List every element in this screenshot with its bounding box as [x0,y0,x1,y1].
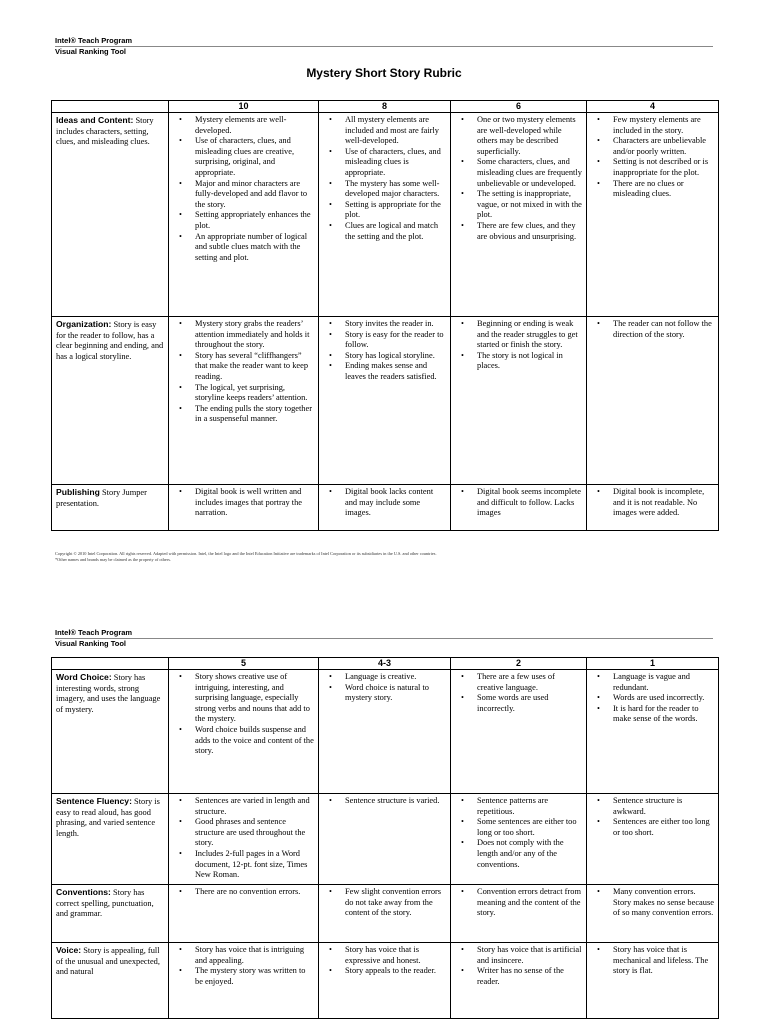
page-header [55,36,713,56]
score-cell [319,943,451,1019]
descriptor-list [455,672,582,714]
score-header: 2 [451,658,587,670]
descriptor-item: • Characters are unbelievable and/or poorly written. [613,136,714,157]
tool-name: Visual Ranking Tool [55,47,126,56]
criterion-cell [52,943,169,1019]
descriptor-item: • Setting is appropriate for the plot. [345,200,446,221]
criterion-description: Story is appealing, full of the unusual and unexpected, and natural [56,946,160,977]
descriptor-item: • Use of characters, clues, and misleading clues is appropriate. [345,147,446,179]
score-cell [169,943,319,1019]
score-cell [169,485,319,531]
descriptor-item: • Does not comply with the length and/or any of the conventions. [477,838,582,870]
score-cell [319,670,451,794]
criterion-cell [52,485,169,531]
descriptor-item: • Major and minor characters are fully-developed and add flavor to the story. [195,179,314,211]
criterion-cell [52,670,169,794]
descriptor-item: • Word choice builds suspense and adds to the voice and content of the story. [195,725,314,757]
criterion-cell [52,885,169,943]
score-cell [169,794,319,885]
descriptor-item: • The story is not logical in places. [477,351,582,372]
descriptor-item: • Convention errors detract from meaning and the content of the story. [477,887,582,919]
copyright-footer [55,551,715,562]
score-header: 4-3 [319,658,451,670]
score-cell [169,113,319,317]
descriptor-list [173,487,314,519]
criterion-title: Organization: [56,319,112,329]
descriptor-item: • Language is creative. [345,672,446,683]
descriptor-item: • All mystery elements are included and most are fairly well-developed. [345,115,446,147]
descriptor-item: • Setting is not described or is inappropriate for the plot. [613,157,714,178]
descriptor-item: • The mystery has some well-developed major characters. [345,179,446,200]
descriptor-item: • One or two mystery elements are well-developed while others may be described superficially. [477,115,582,157]
rubric-row [52,485,719,531]
descriptor-list [455,796,582,870]
descriptor-item: • Digital book is incomplete, and it is not readable. No images were added. [613,487,714,519]
criterion-title: Conventions: [56,887,111,897]
criterion-description: Story is easy to read aloud, has good phrasing, and varied sentence length. [56,797,160,838]
score-cell [169,670,319,794]
descriptor-list [455,887,582,919]
descriptor-item: • Story shows creative use of intriguing, interesting, and surprising language, especially strong verbs and nouns that add to the mystery. [195,672,314,725]
criterion-description: Story Jumper presentation. [56,488,147,508]
rubric-row [52,113,719,317]
descriptor-item: • Sentence patterns are repetitious. [477,796,582,817]
descriptor-item: • Writer has no sense of the reader. [477,966,582,987]
rubric-row [52,794,719,885]
descriptor-item: • Word choice is natural to mystery story. [345,683,446,704]
descriptor-item: • Story is easy for the reader to follow. [345,330,446,351]
score-cell [451,943,587,1019]
descriptor-list [323,115,446,242]
descriptor-item: • Sentence structure is varied. [345,796,446,807]
criterion-description: Story has interesting words, strong imagery, and uses the language of mystery. [56,673,161,714]
tool-name: Visual Ranking Tool [55,639,126,648]
descriptor-list [591,487,714,519]
rubric-row [52,885,719,943]
descriptor-item: • Few mystery elements are included in the story. [613,115,714,136]
descriptor-list [455,319,582,372]
score-cell [451,485,587,531]
descriptor-item: • Sentences are either too long or too short. [613,817,714,838]
descriptor-item: • Story appeals to the reader. [345,966,446,977]
criterion-description: Story is easy for the reader to follow, has a clear beginning and ending, and has a logical storyline. [56,320,164,361]
descriptor-item: • Digital book seems incomplete and difficult to follow. Lacks images [477,487,582,519]
page-title: Mystery Short Story Rubric [306,66,462,80]
descriptor-list [591,672,714,725]
score-header: 1 [587,658,719,670]
descriptor-list [173,319,314,425]
score-cell [587,885,719,943]
criterion-cell [52,794,169,885]
rubric-row [52,943,719,1019]
descriptor-item: • Digital book is well written and includes images that portray the narration. [195,487,314,519]
score-cell [587,485,719,531]
descriptor-list [455,945,582,987]
rubric-table-page2 [51,657,719,1019]
descriptor-item: • There are few clues, and they are obvious and unsurprising. [477,221,582,242]
criterion-description: Story includes characters, setting, clues, and misleading clues. [56,116,154,147]
descriptor-item: • It is hard for the reader to make sense of the words. [613,704,714,725]
descriptor-item: • Sentence structure is awkward. [613,796,714,817]
score-cell [169,885,319,943]
descriptor-item: • Setting appropriately enhances the plot. [195,210,314,231]
criterion-cell [52,113,169,317]
descriptor-item: • Mystery story grabs the readers’ attention immediately and holds it throughout the story. [195,319,314,351]
descriptor-item: • Story has several “cliffhangers” that make the reader want to keep reading. [195,351,314,383]
descriptor-item: • The logical, yet surprising, storyline keeps readers’ attention. [195,383,314,404]
criterion-title: Ideas and Content: [56,115,134,125]
descriptor-item: • The setting is inappropriate, vague, or not mixed in with the plot. [477,189,582,221]
descriptor-list [591,319,714,340]
descriptor-list [173,115,314,263]
descriptor-item: • There are no convention errors. [195,887,314,898]
descriptor-list [173,672,314,757]
descriptor-item: • There are no clues or misleading clues. [613,179,714,200]
descriptor-item: • The mystery story was written to be enjoyed. [195,966,314,987]
descriptor-item: • Story has voice that is intriguing and appealing. [195,945,314,966]
descriptor-item: • Clues are logical and match the setting and the plot. [345,221,446,242]
descriptor-item: • Story has logical storyline. [345,351,446,362]
descriptor-item: • Beginning or ending is weak and the reader struggles to get started or finish the story. [477,319,582,351]
descriptor-list [323,487,446,519]
descriptor-item: • Good phrases and sentence structure are used throughout the story. [195,817,314,849]
descriptor-item: • Story has voice that is expressive and honest. [345,945,446,966]
descriptor-list [455,487,582,519]
score-header: 8 [319,101,451,113]
score-cell [587,317,719,485]
score-cell [587,794,719,885]
score-cell [451,113,587,317]
score-header: 10 [169,101,319,113]
score-cell [587,670,719,794]
descriptor-list [323,887,446,919]
criterion-description: Story has correct spelling, punctuation, and grammar. [56,888,154,919]
score-header: 6 [451,101,587,113]
score-cell [319,885,451,943]
score-cell [587,943,719,1019]
descriptor-list [591,887,714,919]
descriptor-item: • Includes 2-full pages in a Word document, 12-pt. font size, Times New Roman. [195,849,314,881]
descriptor-list [323,672,446,704]
descriptor-item: • Some characters, clues, and misleading clues are frequently unbelievable or undeveloped. [477,157,582,189]
descriptor-item: • Few slight convention errors do not take away from the content of the story. [345,887,446,919]
descriptor-item: • The reader can not follow the direction of the story. [613,319,714,340]
score-cell [319,485,451,531]
descriptor-item: • Some sentences are either too long or too short. [477,817,582,838]
descriptor-list [173,887,314,898]
descriptor-item: • Some words are used incorrectly. [477,693,582,714]
descriptor-list [591,115,714,200]
corner-cell [52,658,169,670]
descriptor-list [173,796,314,881]
score-header: 5 [169,658,319,670]
descriptor-list [591,945,714,977]
descriptor-list [323,945,446,977]
score-cell [451,794,587,885]
program-name: Intel® Teach Program [55,36,133,45]
descriptor-item: • Use of characters, clues, and misleading clues are creative, surprising, original, and appropriate. [195,136,314,178]
score-cell [451,317,587,485]
descriptor-item: • Many convention errors. Story makes no sense because of so many convention errors. [613,887,714,919]
descriptor-list [455,115,582,242]
score-header: 4 [587,101,719,113]
descriptor-list [173,945,314,987]
program-name: Intel® Teach Program [55,628,133,637]
score-cell [319,317,451,485]
descriptor-item: • Digital book lacks content and may include some images. [345,487,446,519]
trademark-note: *Other names and brands may be claimed as the property of others. [55,556,171,562]
criterion-title: Voice: [56,945,82,955]
score-cell [319,794,451,885]
rubric-row [52,670,719,794]
criterion-title: Sentence Fluency: [56,796,132,806]
score-cell [319,113,451,317]
page-header-2 [55,628,713,648]
criterion-title: Word Choice: [56,672,112,682]
descriptor-item: • Story invites the reader in. [345,319,446,330]
descriptor-item: • Sentences are varied in length and structure. [195,796,314,817]
corner-cell [52,101,169,113]
descriptor-item: • Story has voice that is artificial and insincere. [477,945,582,966]
descriptor-item: • An appropriate number of logical and subtle clues match with the setting and plot. [195,232,314,264]
descriptor-list [323,319,446,383]
descriptor-item: • Ending makes sense and leaves the readers satisfied. [345,361,446,382]
descriptor-item: • The ending pulls the story together in a suspenseful manner. [195,404,314,425]
descriptor-list [323,796,446,807]
score-cell [451,885,587,943]
descriptor-list [591,796,714,838]
descriptor-item: • Story has voice that is mechanical and lifeless. The story is flat. [613,945,714,977]
descriptor-item: • Mystery elements are well-developed. [195,115,314,136]
descriptor-item: • There are a few uses of creative language. [477,672,582,693]
descriptor-item: • Words are used incorrectly. [613,693,714,704]
descriptor-item: • Language is vague and redundant. [613,672,714,693]
criterion-cell [52,317,169,485]
criterion-title: Publishing [56,487,100,497]
score-cell [451,670,587,794]
rubric-table-page1 [51,100,719,531]
score-cell [587,113,719,317]
copyright-text: Copyright © 2010 Intel Corporation. All rights reserved. Adapted with permission. Intel, the Intel logo and the Intel Education Initiative are trademarks of Intel Corporation or its subsidiaries in the U.S. and other countries. [55,551,437,556]
score-cell [169,317,319,485]
rubric-row [52,317,719,485]
